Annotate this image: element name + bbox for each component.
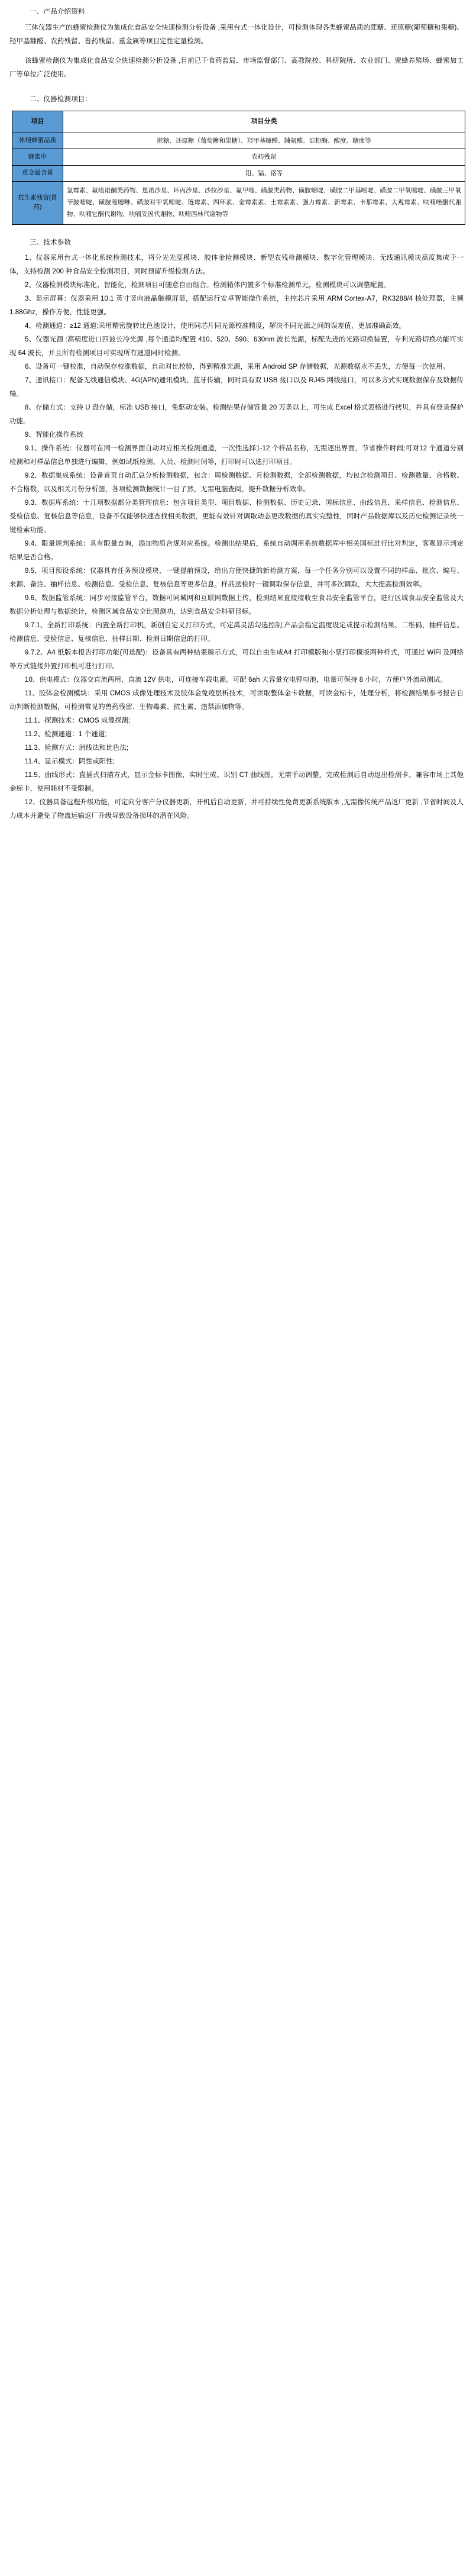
table-cell-value: 氯霉素、氟喹诺酮类药物、恩诺沙星、环丙沙星、沙拉沙星、氟甲喹、磺胺类药物、磺胺嘧啶、磺胺二甲基嘧啶、磺胺二甲氧嘧啶、磺胺三甲氧苄胺嘧啶、磺胺喹噁啉、磺胺对甲氧嘧啶、链霉素、四环素、金霉素素、土霉素素、强力霉素、新霉素、卡那霉素、大观霉素、呋喃唑酮代谢物、呋喃它酮代谢物、呋喃妥因代谢物、呋喃西林代谢物等 <box>63 181 465 224</box>
table-cell-category: 重金属含量 <box>12 165 63 181</box>
spacer <box>7 228 466 234</box>
tech-item-12: 12、仪器具备远程升级功能，可定向分客户分仪器更新，开机后自动更新，并可持续性免费更新系统版本 ,无需像传统产品返厂更新 ,节省时间及人力成本并避免了物流运输返厂升级导致设备损坏的潜在风险。 <box>9 799 464 820</box>
detection-items-table <box>12 111 465 225</box>
table-row <box>12 149 465 165</box>
intro-paragraph-1: 三体仪器生产的蜂蜜检测仪为集成化食品安全快速检测分析设备 ,采用台式一体化设计，可检测体现各类蜂蜜品质的蔗糖、还原糖(葡萄糖和果糖)、羟甲基糠醛、农药残留、兽药残留、重金属等项目定性定量检测。 <box>9 24 464 45</box>
table-cell-category: 体现蜂蜜品质 <box>12 133 63 149</box>
tech-item-9-7-2: 9.7.2、A4 纸版本报告打印功能(可选配)：设备具有两种结果展示方式，可以自由生成A4 打印模版和小票打印模版两种样式，可通过 WiFi 及网络等方式链接外置打印机可进行打印。 <box>9 649 464 670</box>
tech-item-8: 8、存储方式：支持 U 盘存储，标准 USB 接口，免驱动安装。检测结果存储容量 20 万条以上，可生成 Excel 格式表格进行拷贝，并具有登录保护功能。 <box>9 404 464 425</box>
table-cell-value: 农药残留 <box>63 149 465 165</box>
tech-item-2: 2、仪器检测模块标准化、智能化，检测项目可随意自由组合。检测箱体内置多个标准检测单元，检测模块可以调整配置。 <box>25 282 391 289</box>
table-header-category: 项目分类 <box>63 111 465 133</box>
spacer <box>7 49 466 54</box>
tech-item-9-3: 9.3、数据库系统：十几项数据都分类管理信息：包含项目类型、项目数据、检测数据、历史记录、国标信息、曲线信息、采样信息、检测信息、受检信息、复核信息等信息，设备不仅能够快速查找相关数据，更能有效针对调取动态更改数据的真实完整性，同时产品数据库以及历史检测记录统一键检索功能。 <box>9 499 464 534</box>
tech-item-6: 6、设备可一键校准，自动保存校准数据，自动对比校验，得到精准光源，采用 Android SP 存储数据，光源数据永不丢失，方便每一次使用。 <box>25 363 450 371</box>
section-heading-tech-params: 三、技术参数 <box>30 238 72 246</box>
tech-item-7: 7、通讯接口：配备无线通信模块、4G(APN)通讯模块、蓝牙传输，同时具有双 USB 接口以及 RJ45 网线接口，可以多方式实现数据保存及数据传输。 <box>9 377 464 398</box>
table-header-item: 项目 <box>12 111 63 133</box>
tech-item-3: 3、显示屏幕：仪器采用 10.1 英寸竖向液晶触摸屏显，搭配运行安卓智能操作系统，主控芯片采用 ARM Cortex-A7，RK3288/4 核处理器，主频 1.88Ghz，操作方便，性能更强。 <box>9 295 464 317</box>
tech-item-4: 4、检测通道：≥12 通道;采用精密旋转比色池设计，使用同芯片同光源校准精度，解决不同光源之间的误差值，更加准确高效。 <box>25 323 406 330</box>
section-heading-product-intro: 一、产品介绍资料 <box>30 8 85 15</box>
tech-item-9-7-1: 9.7.1、全新打印系统：内置全新打印机，新创自定义打印方式，可定禹灵活勾选控制;产品会指定温度设定或提示检测结果、二维码，抽样信息、检测信息、受检信息、复核信息、抽样日期、检测日期信息的打印。 <box>9 622 464 643</box>
tech-item-9-6: 9.6、数据监管系统：同步对接监管平台，数据可同城网和互联网数据上传，检测结果直接接收至食品安全监管平台，进行区域食品安全监管及大数据分析处理与数据统计，检测区域食品安全比照测功，达到食品安全科研目标。 <box>9 595 464 616</box>
table-row <box>12 133 465 149</box>
detection-items-table-wrapper <box>7 108 466 228</box>
tech-item-9-5: 9.5、项目预设系统：仪器具有任务预设模块，一键提前预设，给出方便快捷的新检测方案，每一个任务分别可以设置不同的样品、批次、编号、来源、备注、抽样信息、检测信息、受检信息、复核信息等更多信息。样品送检时一键调取保存信息，并可多次调取，大大提高检测效率。 <box>9 568 464 589</box>
intro-paragraph-2: 该蜂蜜检测仪为集成化食品安全快速检测分析设备 ,目前已于食药监局、市场监督部门、高教院校、科研院所、农业部门、蜜蜂养殖场、蜂蜜加工厂等单位广泛使用。 <box>9 57 464 78</box>
document-page <box>0 0 473 847</box>
tech-item-11-1: 11.1、探测技术：CMOS 成像探测; <box>25 717 131 725</box>
table-cell-value: 蔗糖、还原糖（葡萄糖和果糖）、羟甲基糠醛、脯氨酸、淀粉酶、酸度、糖度等 <box>63 133 465 149</box>
table-row <box>12 165 465 181</box>
tech-item-10: 10、供电模式：仪器交直流两用，直流 12V 供电，可连接车载电源。可配 6ah 大容量充电锂电池，电量可保持 8 小时，方便户外流动测试。 <box>25 676 447 684</box>
tech-item-11: 11、胶体金检测模块：采用 CMOS 成像处理技术及胶体金免疫层析技术，可读取整体金卡数据，可读金标卡，处理分析，将检测结果参考报告自动判断检测数据，可检测常见的兽药残留、生物毒素、抗生素、违禁添加物等。 <box>9 690 464 711</box>
table-cell-category: 抗生素残留(兽药) <box>12 181 63 224</box>
section-heading-detection-items: 二、仪器检测项目： <box>30 95 92 103</box>
tech-item-11-4: 11.4、显示模式：阴性或阳性; <box>25 758 115 766</box>
tech-item-11-3: 11.3、检测方式：消线法和比色法; <box>25 744 129 752</box>
spacer <box>7 82 466 91</box>
tech-item-9-2: 9.2、数据集成系统：设备首页自动汇总分析检测数据，包含：周检测数据、月检测数据，全部检测数据，均包含检测项目、检测数量、合格数、不合格数，以及相关月份分析图，各项检测数据统计一目了然，无需电脑查阅，提升数据分析效率。 <box>9 472 464 494</box>
table-cell-category: 蜂蜜中 <box>12 149 63 165</box>
tech-item-11-2: 11.2、检测通道：1 个通道; <box>25 731 107 739</box>
tech-item-11-5: 11.5、曲线形式：直插式扫描方式，显示金标卡图像，实时生成、识别 CT 曲线图，无需手动调整，完成检测后自动退出检测卡。兼容市场上其他金标卡，使用耗材不受限制。 <box>9 772 464 793</box>
tech-item-9: 9、智能化操作系统 <box>25 431 83 439</box>
tech-item-9-1: 9.1、操作系统：仪器可在同一检测界面自动对应相关检测通道，一次性选择1-12 个样品名称，无需逐出界面，节省操作时间;可对12 个通道分别检测和对样品信息单独进行编辑，例如试纸检测、人员、检测时间等，打印时可以选打印项目。 <box>9 445 464 466</box>
table-header-row <box>12 111 465 133</box>
tech-item-9-4: 9.4、限量规判系统：具有限量查询，添加物质合规对应系统。检测出结果后，系统自动调用系统数据库中相关国标进行比对判定，客观显示判定结果是否合格。 <box>9 540 464 562</box>
tech-item-1: 1、仪器采用台式一体化系统检测技术，将分光光度模块、胶体金检测模块、新型农残检测模块、数字化管理模块、无线通讯模块高度集成于一体，支持检测 200 种食品安全检测项目，同时预留升级检测方法。 <box>9 254 464 276</box>
table-cell-value: 铅、镉、铬等 <box>63 165 465 181</box>
tech-item-5: 5、仪器光源 :高精度进口四波长冷光源 ,每个通道均配置 410、520、590、630nm 波长光源，标配先进的光路切换装置，专利光路切换功能可实现 64 波长，并且所有检测项目可实现所有通道同时检测。 <box>9 336 464 357</box>
table-row <box>12 181 465 224</box>
